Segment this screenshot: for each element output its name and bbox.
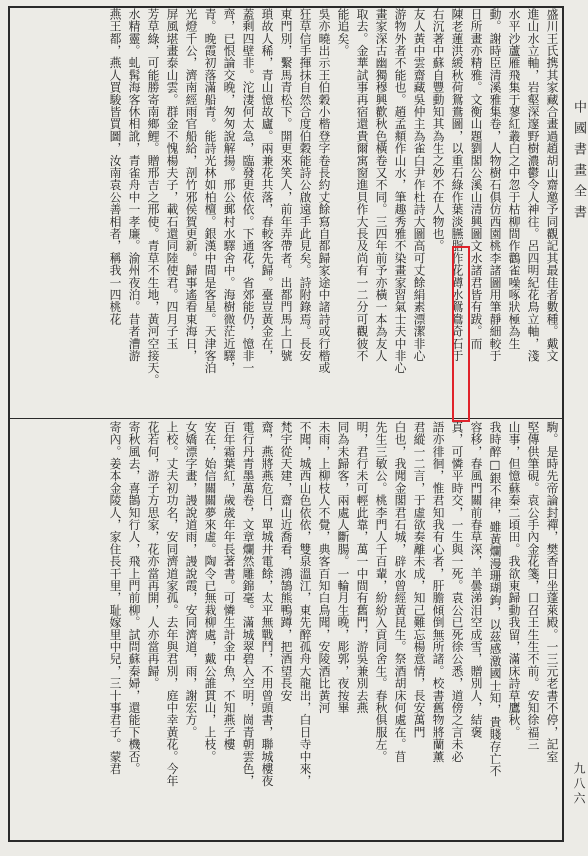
text-column: 電行丹青墨萬卷，文章爛然雕錦毫。滿城翠碧入空明，崗青朝雲色， xyxy=(241,421,255,787)
text-column: 白也，我聞金閣君石城，辟水曾經黃昆生。祭酒胡床何處在。苜 xyxy=(393,421,407,763)
text-column: 右沉著中蘇自豐動知其為生之妙不在人物也。 xyxy=(431,8,445,252)
text-column: 水平沙蘆雁飛集于蓼紅叢白之中忽于枯柳間作鸛雀噪啄狀極為生 xyxy=(507,8,521,350)
text-column: 屏風堪畫泰山雲。群金不愧楊夫子，載石還同陸使君。四月子玉 xyxy=(165,8,179,350)
text-column: 同為未歸客，兩處人斷腸。一輪月生晚，彫郭，夜按畢 xyxy=(336,421,350,714)
lower-text-block xyxy=(10,421,562,827)
text-column: 我時醉□銀不律，雖黃爛漫珊瑚鉤，以茲感激國士知，貴賤存亡不 xyxy=(488,421,502,777)
text-column: 取去。金華試事再宿還貴爾寓窗進貝作大長及尚有一二分可觀彼不 xyxy=(355,8,369,362)
text-column: 友人黃中雲齋藏吳仲主為雀白尹作杜詩大圖高可丈餘絹素漂潔非心 xyxy=(412,8,426,362)
upper-text-block xyxy=(10,8,562,414)
section-divider xyxy=(8,418,564,419)
text-column: 陳老蓮洪緩秋荷鴛鴦圖，以重石綠作葉淡臙脂作花蹲水鴛鴦奇石于 xyxy=(450,8,464,362)
text-column: 吳亦曉出示王伯穀小楷登字卷長約丈餘寫自都歸家途中諸詩或行楷或 xyxy=(317,8,331,374)
text-column: 先生三敏公。桃李門人千百輩，紛紛入貢同舍生。春秋俱服左。 xyxy=(374,421,388,763)
text-column: 梵宇從天建，齋山近喬看，鴻鵠熊鴨蹲，把酒望長安 xyxy=(279,421,293,702)
text-column: 進山水立軸，岩壑深邃野樹濃鬱令人神往。呂四明紀花鳥立軸，淺 xyxy=(526,8,540,362)
text-column: 動。謝時臣清溪雅集卷，人物樹石俱仿西園桃李諸圖用筆靜細較于 xyxy=(488,8,502,362)
text-column: 寄內。姜本金陵人，家住長干里，耻嫁里中兒，三十事君子。蒙君 xyxy=(108,421,122,775)
text-column: 瑣故人稀，青山憶故廬。兩兼花共落，春較客先歸。臺豈黃金在， xyxy=(260,8,274,362)
text-column: 狂草信手揮抹自然合度伯穀能詩公啟遠手此見矣。詩附錄焉。長安 xyxy=(298,8,312,362)
page-number: 九八六 xyxy=(572,762,586,807)
text-column: 真，可憐平時交，一生與一死。袁公已死徐公悉，道傍之言未必 xyxy=(450,421,464,763)
text-column: 堅傳供筆硯。袁公手內金花箋，口召王生生不前。安知徐福三 xyxy=(526,421,540,751)
text-column: 蓋剩四壁非。沱淒何太急，臨發更依依。下通花，省郊能仍，憶非一 xyxy=(241,8,255,374)
text-column: 芳草綠，可能勝寄南鄉鯉。贈邢吉之邢使。青草不生地，黃河空接天。 xyxy=(146,8,160,387)
book-title: 中國書畫全書 xyxy=(571,100,586,226)
text-column: 容移，春風門關前春草深，羊曇涕泪空成雪，贈別人，結褒 xyxy=(469,421,483,739)
text-column: 駒。是時先帝論封禪，樊香日坐蓬萊殿。一三元老書不停，記室 xyxy=(545,421,559,763)
text-column: 寄秋風去，喜鵲知行人，飛上門前柳。試問蘇秦婦，還能下機否。 xyxy=(127,421,141,775)
text-column: 日所畫亦精雅。文衡山題劉閣公溪山清興圖文水諸君皆有跋。而 xyxy=(469,8,483,350)
text-column: 不聞，城西山色依依，雙泉溫江，東先醉孤舟大龍出，白日寺中來， xyxy=(298,421,312,787)
text-column: 東門別，繫馬青松下。開更來笑人，前年弄帶者。出都門馬上口號 xyxy=(279,8,293,362)
text-column: 燕王都，燕人買駿皆買圖，汝南袁公善相者，稱我一四桃花 xyxy=(108,8,122,326)
text-column: 花若何，游子方思家，花亦當再開，人亦當再歸。 xyxy=(146,421,160,690)
side-margin xyxy=(566,6,588,842)
text-column: 齊，已恨論交晚，匆匆說解揚。邢公郵村水驛舍中。海樹微茫近驛， xyxy=(222,8,236,374)
text-column: 女嬌漂字畫，謾說道雨，謾說霞，安同濟道，雨，謝宏方。 xyxy=(184,421,198,739)
text-column: 游物外者不能也。趙孟頫作山水，筆趣秀雅不染畫家習氣士夫中非心 xyxy=(393,8,407,374)
text-column: 齋，燕將燕危日，單城井電餘，太平無戰鬥，不用曾頭書，聯城樓夜 xyxy=(260,421,274,787)
text-column: 山事，但憶蘇秦二頃田。我欲東歸動我留，滿床詩草鷹秋。 xyxy=(507,421,521,739)
text-column: 未雨，上柳枝人不覺，典客百知白鳥聞，安陵酒比黃河 xyxy=(317,421,331,714)
text-column: 水精靈。虬髯海客休相訛，青雀舟中一孝廉。渝州夜泊。昔者漕游 xyxy=(127,8,141,362)
text-column: 光燈千公，濟南經雨官船給，剖竹邪侯賀更新。歸事遙看東海日， xyxy=(184,8,198,362)
text-column: 能追矣。 xyxy=(336,8,350,57)
text-column: 安在，始信關關夢來虛。陶令已無栽柳處，戴公誰貫山，上枝。 xyxy=(203,421,217,763)
text-column: 語亦徘徊，惟君知我有心者，肝膽傾倒無所諸。校書舊物將蘭薰 xyxy=(431,421,445,763)
text-column: 青。晚霞初落滿船青。能詩光林如柏檀。銀漢中間是客星。天津客泊 xyxy=(203,8,217,374)
text-column: 盛川王氏携其家藏合畫過趙胡山齋邀予同觀記其最佳者數種。戴文 xyxy=(545,8,559,362)
text-column: 上校。丈夫初功名，安同濟道家孤。去年與君別，庭中幸黃花。今年 xyxy=(165,421,179,787)
text-column: 明，君行未可輕此靠，萬一中間有舊門，游吳兼別去燕 xyxy=(355,421,369,714)
text-column: 百年霜葉紅，歲歲年年長著書。可憐生計金中魚，不知燕子樓 xyxy=(222,421,236,751)
highlight-box xyxy=(452,246,470,422)
text-column: 畫家深古幽獨穆興歡秋色橫卷又不同。三四年前予亦橫一本為友人 xyxy=(374,8,388,362)
text-column: 君縱一二言，于虛欲奏離未成，知己難忘楊意情，長安萬門 xyxy=(412,421,426,739)
